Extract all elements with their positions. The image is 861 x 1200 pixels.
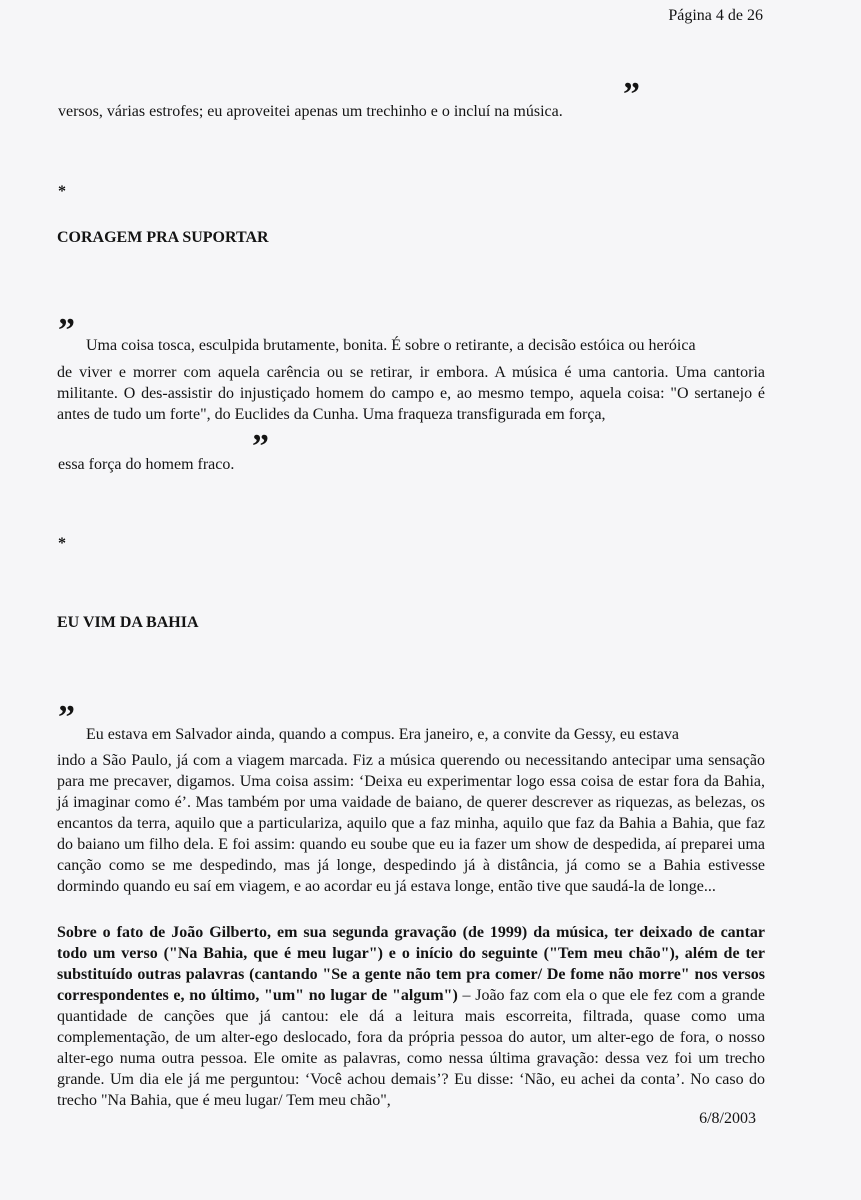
opening-quote-mark: ”: [58, 312, 73, 349]
paragraph-text: de viver e morrer com aquela carência ou se retirar, ir embora. A música é uma cantoria. Uma cantoria militante. O des-assistir do injustiçado homem do campo e, ao mesmo tempo, aquela coisa: "O sertanejo é antes de tudo um forte", do Euclides da Cunha. Uma fraqueza transfigurada em força,: [57, 364, 765, 423]
page-number: Página 4 de 26: [668, 7, 763, 24]
separator-star: *: [58, 535, 66, 552]
opening-quote-mark: ”: [58, 699, 73, 736]
paragraph: [57, 362, 765, 425]
paragraph-first-line: Uma coisa tosca, esculpida brutamente, bonita. É sobre o retirante, a decisão estóica ou heróica: [86, 337, 696, 354]
footer-date: 6/8/2003: [699, 1110, 756, 1127]
section-title: CORAGEM PRA SUPORTAR: [57, 229, 269, 246]
note-regular-text: – João faz com ela o que ele fez com a grande quantidade de canções que já cantou: ele dá a leitura mais escorreita, filtrada, quase como uma complementação, de um alter-ego deslocado, fora da própria pessoa do autor, um alter-ego de fora, o nosso alter-ego numa outra pessoa. Ele omite as palavras, como nessa última gravação: dessa vez foi um trecho grande. Um dia ele já me perguntou: ‘Você achou demais’? Eu disse: ‘Não, eu achei da conta’. No caso do trecho "Na Bahia, que é meu lugar/ Tem meu chão",: [57, 987, 765, 1109]
note-bold-text: Sobre o fato de João Gilberto, em sua segunda gravação (de 1999) da música, ter deixado de cantar todo um verso ("Na Bahia, que é meu lugar") e o início do seguinte ("Tem meu chão"), além de ter substituído outras palavras (cantando "Se a gente não tem pra comer/ De fome não morre" nos versos correspondentes e, no último, "um" no lugar de "algum"): [57, 924, 765, 1004]
closing-quote-mark: ”: [623, 76, 638, 113]
paragraph-last-line: essa força do homem fraco.: [58, 456, 235, 473]
note-paragraph: [57, 922, 765, 1111]
paragraph-first-line: Eu estava em Salvador ainda, quando a compus. Era janeiro, e, a convite da Gessy, eu estava: [86, 726, 679, 743]
note-text: [57, 922, 765, 1111]
paragraph-line: versos, várias estrofes; eu aproveitei apenas um trechinho e o incluí na música.: [58, 103, 563, 120]
section-title: EU VIM DA BAHIA: [57, 614, 199, 631]
separator-star: *: [58, 183, 66, 200]
closing-quote-mark: ”: [252, 428, 267, 465]
paragraph: [57, 750, 765, 897]
paragraph-text: indo a São Paulo, já com a viagem marcada. Fiz a música querendo ou necessitando antecipar uma sensação para me precaver, digamos. Uma coisa assim: ‘Deixa eu experimentar logo essa coisa de estar fora da Bahia, já imaginar como é’. Mas também por uma vaidade de baiano, de querer descrever as riquezas, as belezas, os encantos da terra, aquilo que a particulariza, aquilo que a faz minha, aquilo que faz da Bahia a Bahia, que faz do baiano um filho dela. E foi assim: quando eu soube que eu ia fazer um show de despedida, aí preparei uma canção como se me despedindo, mas já longe, despedindo já à distância, já como se a Bahia estivesse dormindo quando eu saí em viagem, e ao acordar eu já estava longe, então tive que saudá-la de longe...: [57, 752, 765, 895]
